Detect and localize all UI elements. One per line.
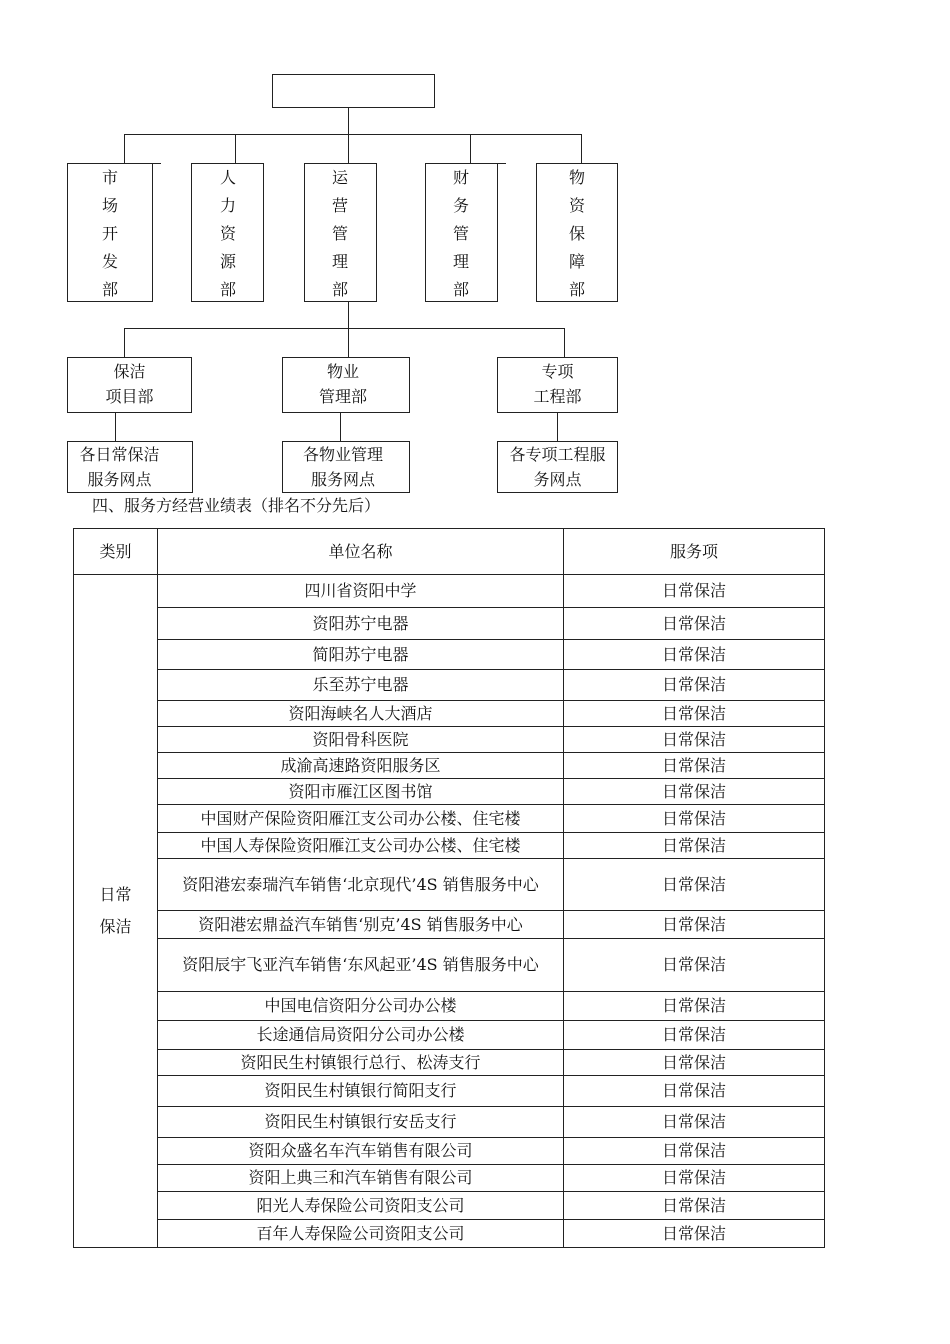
service-cell: 日常保洁 [564,805,825,833]
table-row [74,670,825,701]
dept-label-operations: 运 营 管 理 部 [331,168,348,299]
service-cell: 日常保洁 [564,911,825,939]
service-cell: 日常保洁 [564,1138,825,1165]
connector-line [348,108,349,135]
unit-name-cell: 资阳市雁江区图书馆 [158,779,564,805]
connector-line [348,302,349,329]
connector-line [124,134,582,135]
unit-name-cell: 资阳海峡名人大酒店 [158,701,564,727]
dept-label-finance: 财 务 管 理 部 [452,168,469,299]
table-row [74,1192,825,1220]
table-row [74,1220,825,1248]
subdept-label-special: 专项 工程部 [533,362,582,406]
service-cell: 日常保洁 [564,779,825,805]
unit-name-cell: 四川省资阳中学 [158,575,564,608]
service-cell: 日常保洁 [564,1021,825,1050]
table-row [74,608,825,640]
service-cell: 日常保洁 [564,833,825,859]
table-row [74,859,825,911]
service-cell: 日常保洁 [564,670,825,701]
table-row [74,1021,825,1050]
unit-name-cell: 简阳苏宁电器 [158,640,564,670]
service-cell: 日常保洁 [564,575,825,608]
connector-line [124,134,125,163]
table-row [74,833,825,859]
service-cell: 日常保洁 [564,859,825,911]
unit-name-cell: 资阳民生村镇银行简阳支行 [158,1076,564,1107]
box-tab-line [498,163,506,164]
unit-name-cell: 资阳港宏鼎益汽车销售‘别克’4S 销售服务中心 [158,911,564,939]
unit-name-cell: 资阳民生村镇银行安岳支行 [158,1107,564,1138]
unit-name-cell: 百年人寿保险公司资阳支公司 [158,1220,564,1248]
table-header-row [74,529,825,575]
table-row [74,1076,825,1107]
service-cell: 日常保洁 [564,640,825,670]
unit-name-cell: 中国财产保险资阳雁江支公司办公楼、住宅楼 [158,805,564,833]
service-cell: 日常保洁 [564,1220,825,1248]
connector-line [115,413,116,441]
unit-name-cell: 资阳骨科医院 [158,727,564,753]
table-row [74,1165,825,1192]
unit-name-cell: 阳光人寿保险公司资阳支公司 [158,1192,564,1220]
service-cell: 日常保洁 [564,753,825,779]
service-cell: 日常保洁 [564,939,825,992]
dept-label-materials: 物 资 保 障 部 [568,168,585,299]
table-row [74,1107,825,1138]
connector-line [340,413,341,441]
table-row [74,1050,825,1076]
header-service: 服务项 [564,529,825,575]
subdept-label-cleaning: 保洁 项目部 [105,362,154,406]
table-row [74,992,825,1021]
header-category: 类别 [74,529,158,575]
unit-name-cell: 中国人寿保险资阳雁江支公司办公楼、住宅楼 [158,833,564,859]
table-row [74,640,825,670]
table-row [74,1138,825,1165]
service-point-label-property: 各物业管理 服务网点 [302,445,383,489]
table-row [74,727,825,753]
org-top-box [272,74,435,108]
performance-table [73,528,825,1248]
section-title: 四、服务方经营业绩表（排名不分先后） [92,496,381,515]
unit-name-cell: 资阳民生村镇银行总行、松涛支行 [158,1050,564,1076]
service-cell: 日常保洁 [564,1076,825,1107]
connector-line [564,328,565,357]
unit-name-cell: 中国电信资阳分公司办公楼 [158,992,564,1021]
service-cell: 日常保洁 [564,727,825,753]
service-point-label-special: 各专项工程服 务网点 [509,445,606,489]
connector-line [235,134,236,163]
service-cell: 日常保洁 [564,701,825,727]
unit-name-cell: 长途通信局资阳分公司办公楼 [158,1021,564,1050]
table-row [74,753,825,779]
table-row [74,939,825,992]
connector-line [348,328,349,357]
connector-line [348,134,349,163]
category-cell: 日常 保洁 [74,575,158,1248]
service-cell: 日常保洁 [564,1192,825,1220]
service-point-label-cleaning: 各日常保洁 服务网点 [79,445,160,489]
connector-line [557,413,558,441]
table-row [74,805,825,833]
service-cell: 日常保洁 [564,992,825,1021]
dept-label-market: 市 场 开 发 部 [101,168,118,299]
unit-name-cell: 乐至苏宁电器 [158,670,564,701]
connector-line [124,328,125,357]
header-unit-name: 单位名称 [158,529,564,575]
connector-line [581,134,582,163]
unit-name-cell: 资阳上典三和汽车销售有限公司 [158,1165,564,1192]
table-row [74,575,825,608]
table-row [74,779,825,805]
service-cell: 日常保洁 [564,608,825,640]
service-cell: 日常保洁 [564,1165,825,1192]
unit-name-cell: 成渝高速路资阳服务区 [158,753,564,779]
box-tab-line [153,163,161,164]
table-row [74,911,825,939]
unit-name-cell: 资阳众盛名车汽车销售有限公司 [158,1138,564,1165]
table-row [74,701,825,727]
unit-name-cell: 资阳港宏泰瑞汽车销售‘北京现代’4S 销售服务中心 [158,859,564,911]
connector-line [124,328,565,329]
dept-label-hr: 人 力 资 源 部 [219,168,236,299]
unit-name-cell: 资阳苏宁电器 [158,608,564,640]
subdept-label-property: 物业 管理部 [318,362,367,406]
service-cell: 日常保洁 [564,1050,825,1076]
connector-line [470,134,471,163]
service-cell: 日常保洁 [564,1107,825,1138]
unit-name-cell: 资阳辰宇飞亚汽车销售‘东风起亚’4S 销售服务中心 [158,939,564,992]
